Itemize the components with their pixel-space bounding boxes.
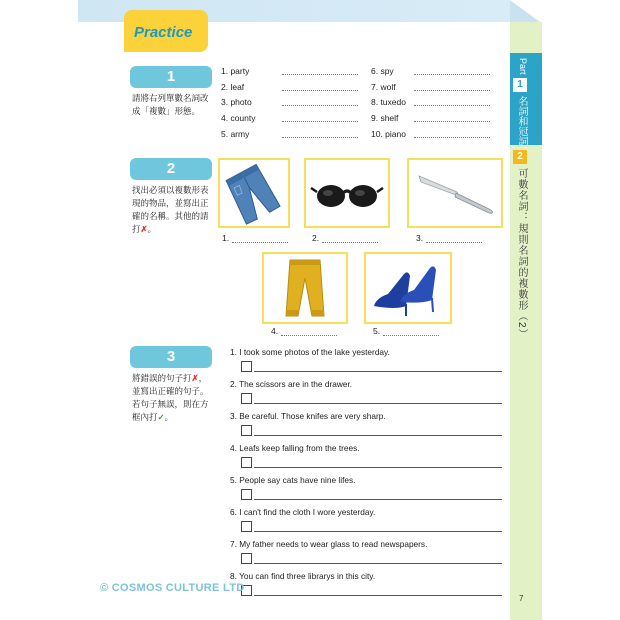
answer-checkbox[interactable] bbox=[241, 425, 252, 436]
word-item: 4. county bbox=[221, 113, 256, 123]
jeans-image bbox=[218, 158, 290, 228]
answer-line[interactable] bbox=[232, 242, 288, 243]
answer-line[interactable] bbox=[254, 531, 502, 532]
check-mark-icon: ✓ bbox=[157, 412, 165, 422]
jeans-icon bbox=[220, 160, 288, 226]
image-item-label: 5. bbox=[373, 326, 381, 336]
word-item: 7. wolf bbox=[371, 82, 396, 92]
word-item: 1. party bbox=[221, 66, 250, 76]
section-3-instruction bbox=[132, 372, 214, 424]
answer-line[interactable] bbox=[282, 105, 358, 106]
sidebar-lesson-number: 2 bbox=[513, 150, 527, 164]
section-2-instruction-text: 找出必須以複數形表現的物品，並寫出正確的名稱。其他的請打 bbox=[132, 185, 209, 234]
word-item: 8. tuxedo bbox=[371, 97, 406, 107]
sunglasses-icon bbox=[306, 160, 388, 226]
section-3-badge: 3 bbox=[130, 346, 212, 368]
sentence-item: 2. The scissors are in the drawer. bbox=[230, 379, 353, 389]
high-heels-image bbox=[364, 252, 452, 324]
knife-icon bbox=[409, 160, 501, 226]
section-2-badge: 2 bbox=[130, 158, 212, 180]
word-item: 9. shelf bbox=[371, 113, 399, 123]
sentence-item: 8. You can find three librarys in this city. bbox=[230, 571, 376, 581]
word-item: 3. photo bbox=[221, 97, 252, 107]
sidebar-lesson-title: 可數名詞：規則名詞的複數形（2） bbox=[516, 168, 527, 340]
answer-checkbox[interactable] bbox=[241, 553, 252, 564]
answer-line[interactable] bbox=[254, 563, 502, 564]
trousers-icon bbox=[264, 254, 346, 322]
answer-checkbox[interactable] bbox=[241, 521, 252, 532]
image-item-label: 2. bbox=[312, 233, 320, 243]
section-3-instruction-c: 。 bbox=[164, 412, 174, 422]
high-heels-icon bbox=[366, 254, 450, 322]
knife-image bbox=[407, 158, 503, 228]
sentence-item: 7. My father needs to wear glass to read newspapers. bbox=[230, 539, 428, 549]
answer-checkbox[interactable] bbox=[241, 361, 252, 372]
copyright-watermark: © COSMOS CULTURE LTD bbox=[100, 582, 245, 594]
answer-line[interactable] bbox=[282, 74, 358, 75]
sentence-item: 3. Be careful. Those knifes are very sharp. bbox=[230, 411, 386, 421]
sentence-item: 6. I can't find the cloth I wore yesterday. bbox=[230, 507, 376, 517]
sidebar-part-number: 1 bbox=[513, 78, 527, 92]
answer-checkbox[interactable] bbox=[241, 489, 252, 500]
sentence-item: 1. I took some photos of the lake yesterday. bbox=[230, 347, 390, 357]
practice-title: Practice bbox=[134, 24, 193, 41]
word-item: 6. spy bbox=[371, 66, 394, 76]
trousers-image bbox=[262, 252, 348, 324]
answer-line[interactable] bbox=[281, 335, 337, 336]
answer-checkbox[interactable] bbox=[241, 457, 252, 468]
section-3-instruction-b: ，並寫出正確的句子。若句子無誤，則在方框內打 bbox=[132, 373, 209, 422]
section-2-instruction-end: 。 bbox=[147, 224, 157, 234]
answer-line[interactable] bbox=[383, 335, 439, 336]
word-item: 10. piano bbox=[371, 129, 406, 139]
answer-line[interactable] bbox=[254, 435, 502, 436]
answer-line[interactable] bbox=[254, 403, 502, 404]
practice-tab bbox=[124, 10, 208, 52]
answer-line[interactable] bbox=[282, 121, 358, 122]
sunglasses-image bbox=[304, 158, 390, 228]
section-1-instruction: 請將右列單數名詞改成「複數」形態。 bbox=[132, 93, 209, 116]
word-item: 2. leaf bbox=[221, 82, 245, 92]
sidebar-part-label: Part bbox=[518, 58, 528, 75]
section-3-instruction-a: 將錯誤的句子打 bbox=[132, 373, 192, 383]
answer-line[interactable] bbox=[282, 90, 358, 91]
page-number: 7 bbox=[519, 594, 524, 603]
answer-line[interactable] bbox=[414, 74, 490, 75]
word-item: 5. army bbox=[221, 129, 250, 139]
answer-line[interactable] bbox=[414, 137, 490, 138]
image-item-label: 3. bbox=[416, 233, 424, 243]
answer-line[interactable] bbox=[254, 499, 502, 500]
cross-mark-icon: ✗ bbox=[191, 373, 199, 383]
image-item-label: 1. bbox=[222, 233, 230, 243]
sidebar-part-title: 名詞和冠詞 bbox=[516, 96, 527, 146]
answer-line[interactable] bbox=[322, 242, 378, 243]
sentence-item: 4. Leafs keep falling from the trees. bbox=[230, 443, 360, 453]
answer-line[interactable] bbox=[414, 105, 490, 106]
answer-line[interactable] bbox=[282, 137, 358, 138]
answer-line[interactable] bbox=[426, 242, 482, 243]
sentence-item: 5. People say cats have nine lifes. bbox=[230, 475, 356, 485]
cross-mark-icon: ✗ bbox=[140, 224, 148, 234]
answer-line[interactable] bbox=[254, 467, 502, 468]
answer-line[interactable] bbox=[414, 121, 490, 122]
image-item-label: 4. bbox=[271, 326, 279, 336]
answer-line[interactable] bbox=[254, 595, 502, 596]
answer-line[interactable] bbox=[414, 90, 490, 91]
section-1-badge: 1 bbox=[130, 66, 212, 88]
answer-checkbox[interactable] bbox=[241, 393, 252, 404]
section-2-instruction bbox=[132, 184, 214, 236]
answer-line[interactable] bbox=[254, 371, 502, 372]
